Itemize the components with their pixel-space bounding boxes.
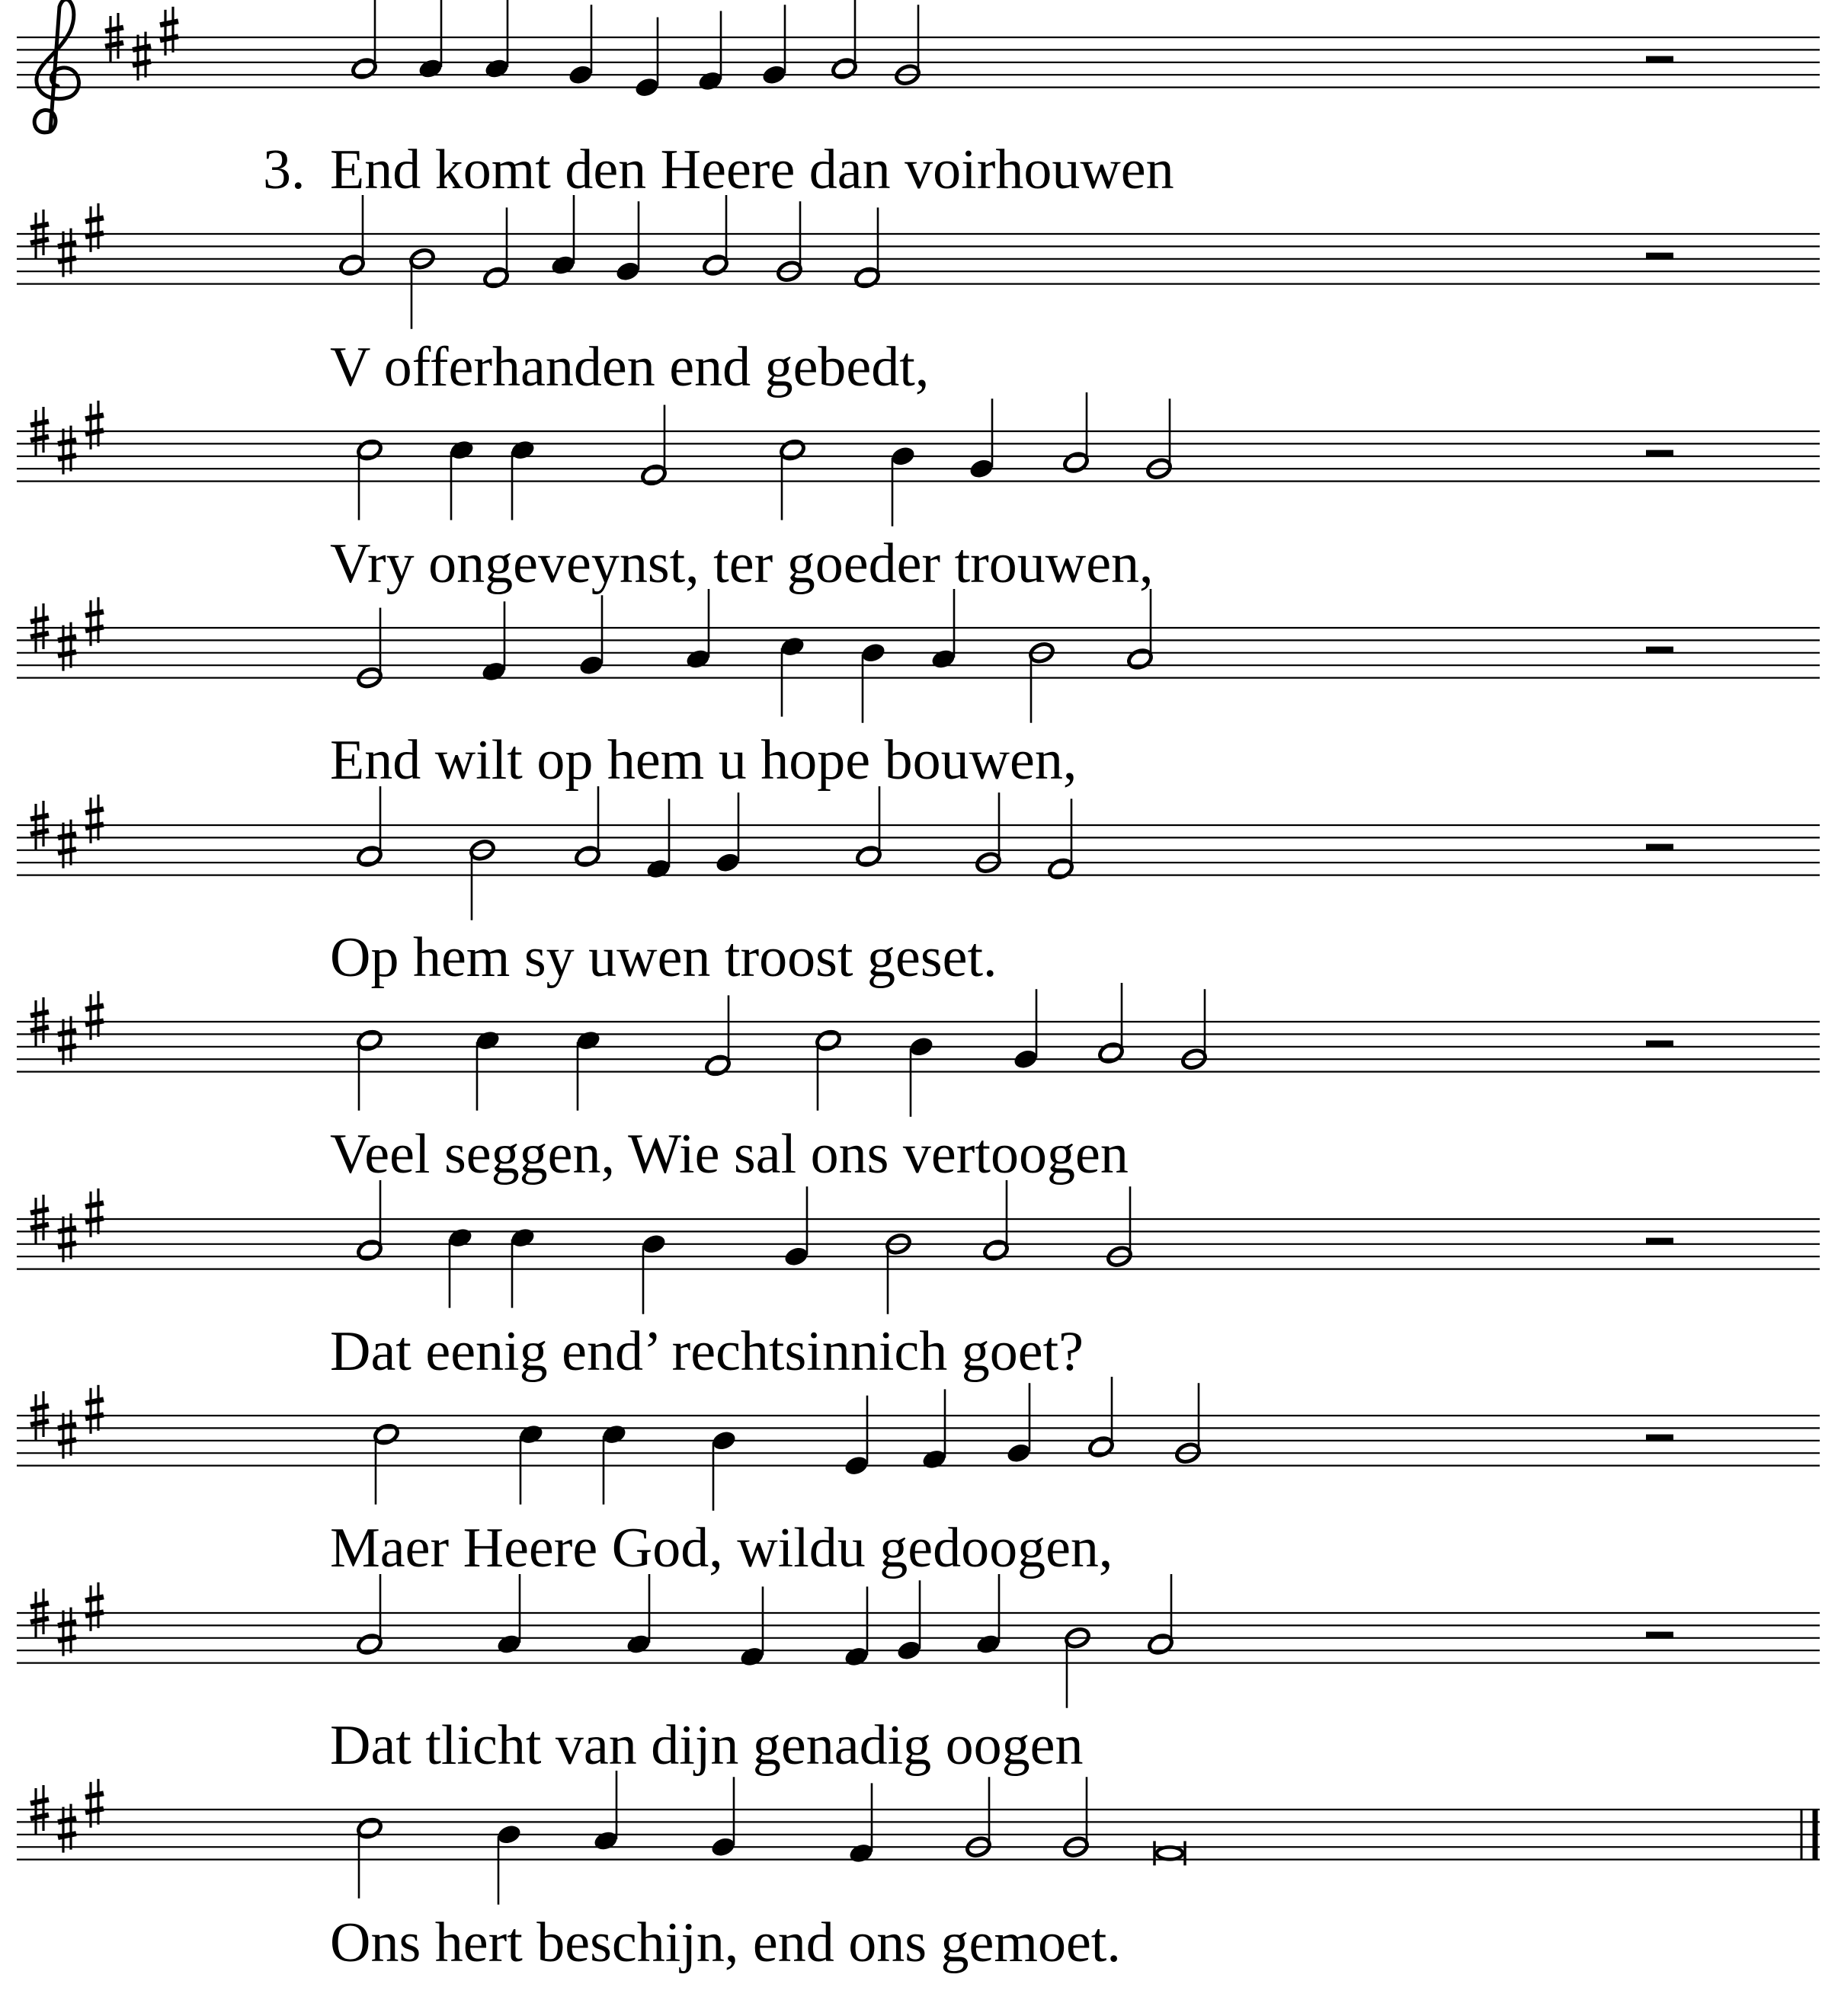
lyric-line: End komt den Heere dan voirhouwen — [330, 139, 1174, 201]
verse-number: 3. — [263, 139, 306, 201]
lyric-line: Dat eenig end’ rechtsinnich goet? — [330, 1320, 1084, 1383]
lyric-line: V offerhanden end gebedt, — [330, 336, 930, 398]
lyric-line: Dat tlicht van dijn genadig oogen — [330, 1714, 1084, 1777]
lyric-line: Maer Heere God, wildu gedoogen, — [330, 1517, 1113, 1579]
lyric-line: Veel seggen, Wie sal ons vertoogen — [330, 1123, 1129, 1186]
lyric-line: Ons hert beschijn, end ons gemoet. — [330, 1912, 1121, 1974]
lyric-line: Vry ongeveynst, ter goeder trouwen, — [330, 533, 1154, 595]
lyric-line: Op hem sy uwen troost geset. — [330, 926, 997, 989]
lyric-line: End wilt op hem u hope bouwen, — [330, 729, 1078, 792]
